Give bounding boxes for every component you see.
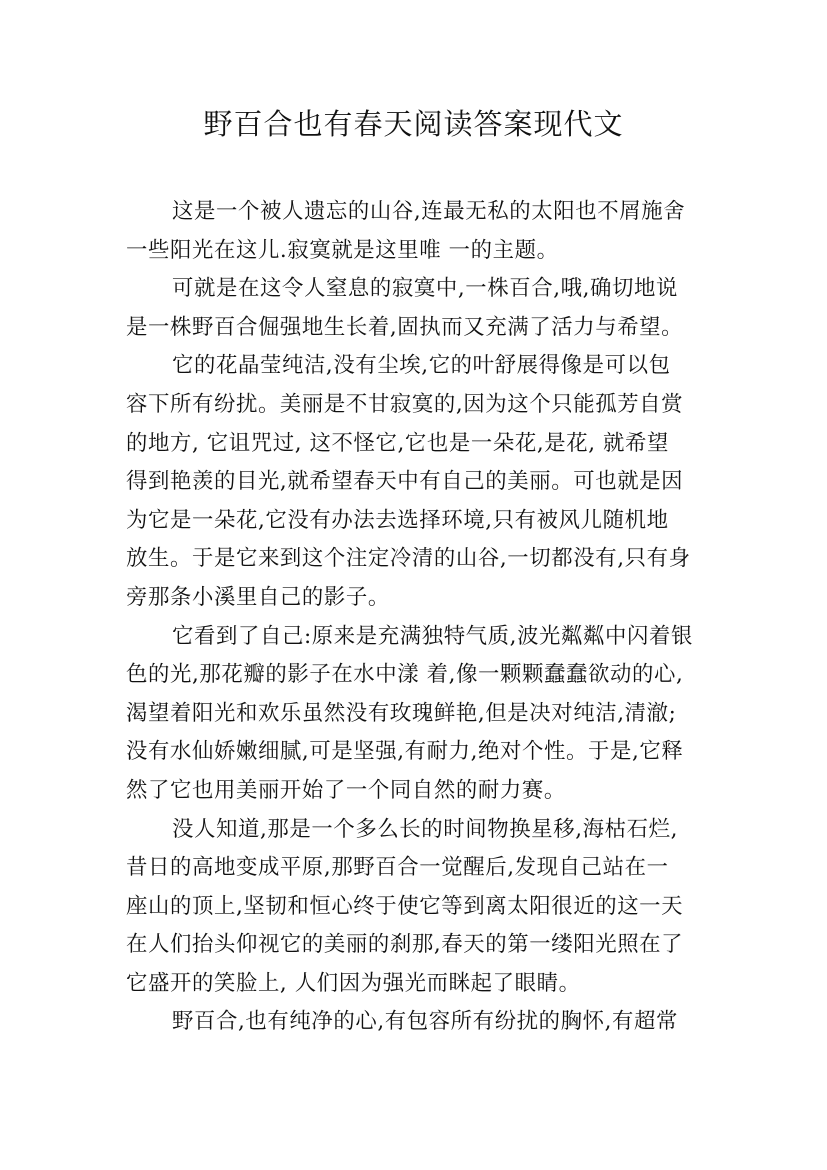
paragraph-4 [126, 618, 711, 811]
paragraph-line: 渴望着阳光和欢乐虽然没有玫瑰鲜艳,但是决对纯洁,清澈; [126, 700, 677, 726]
paragraph-line: 一些阳光在这儿.寂寞就是这里唯 一的主题。 [126, 237, 559, 263]
paragraph-line: 放生。于是它来到这个注定冷清的山谷,一切都没有,只有身 [126, 546, 691, 572]
paragraph-line: 没有水仙娇嫩细腻,可是坚强,有耐力,绝对个性。于是,它释 [126, 739, 684, 765]
paragraph-line: 然了它也用美丽开始了一个同自然的耐力赛。 [126, 777, 566, 803]
paragraph-line: 昔日的高地变成平原,那野百合一觉醒后,发现自己站在一 [126, 855, 669, 881]
document-body [126, 193, 711, 1042]
paragraph-line: 它的花晶莹纯洁,没有尘埃,它的叶舒展得像是可以包 [172, 353, 671, 379]
paragraph-6 [126, 1003, 711, 1042]
paragraph-line: 没人知道,那是一个多么长的时间物换星移,海枯石烂, [172, 816, 678, 842]
paragraph-line: 为它是一朵花,它没有办法去选择环境,只有被风儿随机地 [126, 507, 669, 533]
document-title: 野百合也有春天阅读答案现代文 [203, 107, 624, 141]
paragraph-line: 在人们抬头仰视它的美丽的刹那,春天的第一缕阳光照在了 [126, 932, 684, 958]
paragraph-line: 它盛开的笑脸上, 人们因为强光而眯起了眼睛。 [126, 970, 581, 996]
paragraph-line: 容下所有纷扰。美丽是不甘寂寞的,因为这个只能孤芳自赏 [126, 391, 684, 417]
paragraph-line: 座山的顶上,坚韧和恒心终于使它等到离太阳很近的这一天 [126, 893, 684, 919]
paragraph-3 [126, 347, 711, 617]
paragraph-line: 得到艳羡的目光,就希望春天中有自己的美丽。可也就是因 [126, 469, 684, 495]
paragraph-line: 它看到了自己:原来是充满独特气质,波光粼粼中闪着银 [172, 623, 693, 649]
paragraph-line: 这是一个被人遗忘的山谷,连最无私的太阳也不屑施舍 [172, 199, 686, 224]
paragraph-line: 色的光,那花瓣的影子在水中漾 着,像一颗颗蠢蠢欲动的心, [126, 662, 684, 688]
paragraph-line: 旁那条小溪里自己的影子。 [126, 584, 390, 610]
paragraph-line: 野百合,也有纯净的心,有包容所有纷扰的胸怀,有超常 [172, 1009, 678, 1035]
paragraph-line: 是一株野百合倔强地生长着,固执而又充满了活力与希望。 [126, 314, 684, 340]
paragraph-line: 可就是在这令人窒息的寂寞中,一株百合,哦,确切地说 [172, 276, 678, 302]
paragraph-line: 的地方, 它诅咒过, 这不怪它,它也是一朵花,是花, 就希望 [126, 430, 669, 456]
paragraph-5 [126, 811, 711, 1004]
paragraph-1 [126, 193, 711, 270]
paragraph-2 [126, 270, 711, 347]
